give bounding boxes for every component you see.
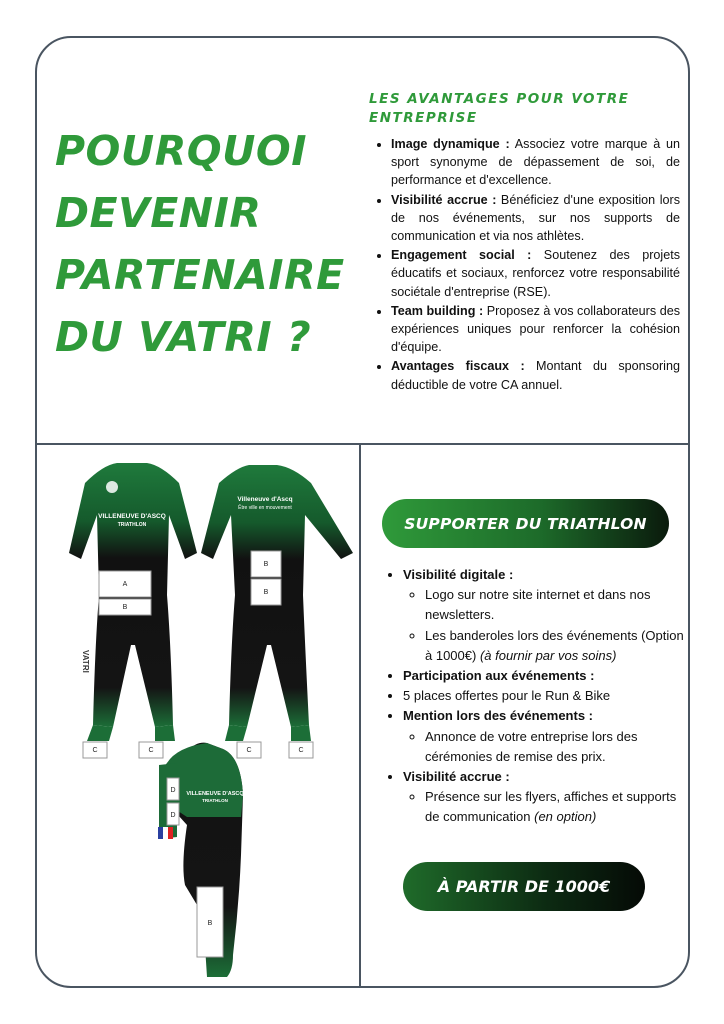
advantages-heading: LES AVANTAGES POUR VOTRE ENTREPRISE — [369, 91, 630, 126]
front-suit — [69, 463, 197, 758]
supporter-list — [387, 565, 690, 828]
sponsor-zone-label: D — [170, 812, 176, 819]
supporter-sublist — [403, 787, 690, 827]
supporter-item-label: Mention lors des événements : — [403, 708, 593, 724]
advantage-text: Associez votre marque à un sport synonyme de dépassement de soi, de performance et d'excellence. — [391, 137, 680, 188]
sponsor-zone-label: C — [148, 747, 154, 754]
title-line: POURQUOI — [55, 127, 308, 175]
page-title — [55, 120, 365, 368]
suit-side-subtext: TRIATHLON — [202, 798, 228, 803]
subitem-text: Annonce de votre entreprise lors des cérémonies de remise des prix. — [425, 728, 638, 764]
sponsor-zone-label: C — [92, 747, 98, 754]
supporter-item-label: Visibilité accrue : — [403, 769, 510, 785]
advantage-text: Bénéficiez d'une exposition lors de nos événements, sur nos supports de communication et via nos athlètes. — [391, 192, 680, 244]
advantage-item — [391, 135, 680, 190]
subitem-italic: (à fournir par vos soins) — [479, 647, 617, 663]
supporter-item-label: Visibilité digitale : — [403, 567, 514, 582]
advantage-text: Montant du sponsoring déductible de votre CA annuel. — [391, 359, 680, 392]
back-suit — [201, 465, 353, 758]
supporter-subitem — [425, 727, 690, 767]
sponsor-zone-label: C — [246, 747, 252, 754]
sponsor-zone-label: C — [298, 747, 304, 754]
sponsor-zone-label: D — [170, 787, 176, 794]
subitem-italic: (en option) — [534, 809, 597, 825]
advantage-item — [391, 302, 680, 357]
supporter-subitem — [425, 585, 690, 625]
supporter-item-label: Participation aux événements : — [403, 668, 595, 684]
sponsor-zone-label: A — [122, 581, 128, 588]
sponsor-zone-label: B — [207, 920, 213, 927]
title-line: DU VATRI ? — [55, 313, 312, 361]
advantage-label: Avantages fiscaux : — [391, 359, 525, 374]
suit-side-text: VILLENEUVE D'ASCQ — [186, 791, 244, 797]
advantage-item — [391, 191, 680, 246]
side-suit — [158, 743, 244, 977]
price-badge: À PARTIR DE 1000€ — [403, 862, 645, 911]
supporter-item — [403, 767, 690, 828]
title-line: PARTENAIRE — [55, 251, 345, 299]
club-logo-icon — [106, 481, 118, 493]
advantages-list — [374, 135, 680, 395]
title-line: DEVENIR — [55, 189, 262, 237]
supporter-item — [403, 686, 690, 706]
vertical-divider — [359, 444, 361, 986]
subitem-text: Logo sur notre site internet et dans nos newsletters. — [425, 587, 651, 623]
suit-front-subtext: TRIATHLON — [117, 522, 147, 528]
main-card — [35, 36, 690, 988]
advantage-label: Engagement social : — [391, 248, 532, 263]
suit-leg-text: VATRI — [81, 650, 90, 673]
advantage-label: Team building : — [391, 303, 484, 318]
supporter-item — [403, 565, 690, 666]
supporter-item-text: 5 places offertes pour le Run & Bike — [403, 688, 611, 704]
supporter-sublist — [403, 727, 690, 767]
supporter-sublist — [403, 585, 690, 666]
advantage-label: Image dynamique : — [391, 137, 510, 151]
supporter-subitem — [425, 787, 690, 827]
advantage-text: Soutenez des projets éducatifs et sociaux, renforcez votre responsabilité sociétale d'entreprise (RSE). — [391, 248, 680, 299]
sponsor-zone-label: B — [263, 561, 269, 568]
supporter-title-badge: SUPPORTER DU TRIATHLON — [382, 499, 669, 548]
advantage-item — [391, 357, 680, 393]
sponsor-zone-label: B — [263, 589, 269, 596]
subitem-text: Présence sur les flyers, affiches et supports de communication — [425, 789, 677, 825]
advantage-label: Visibilité accrue : — [391, 192, 497, 207]
trisuit-illustration — [37, 445, 358, 988]
suit-back-subtext: Être ville en mouvement — [238, 505, 292, 511]
advantage-item — [391, 246, 680, 301]
suit-front-text: VILLENEUVE D'ASCQ — [98, 513, 166, 520]
suit-back-text: Villeneuve d'Ascq — [237, 496, 293, 503]
sponsor-zone-label: B — [122, 604, 128, 611]
supporter-item — [403, 706, 690, 767]
supporter-subitem — [425, 626, 690, 666]
supporter-item — [403, 666, 690, 686]
advantage-text: Proposez à vos collaborateurs des expériences uniques pour renforcer la cohésion d'équipe. — [391, 303, 680, 355]
subitem-text: Les banderoles lors des événements (Option à 1000€) — [425, 627, 684, 663]
